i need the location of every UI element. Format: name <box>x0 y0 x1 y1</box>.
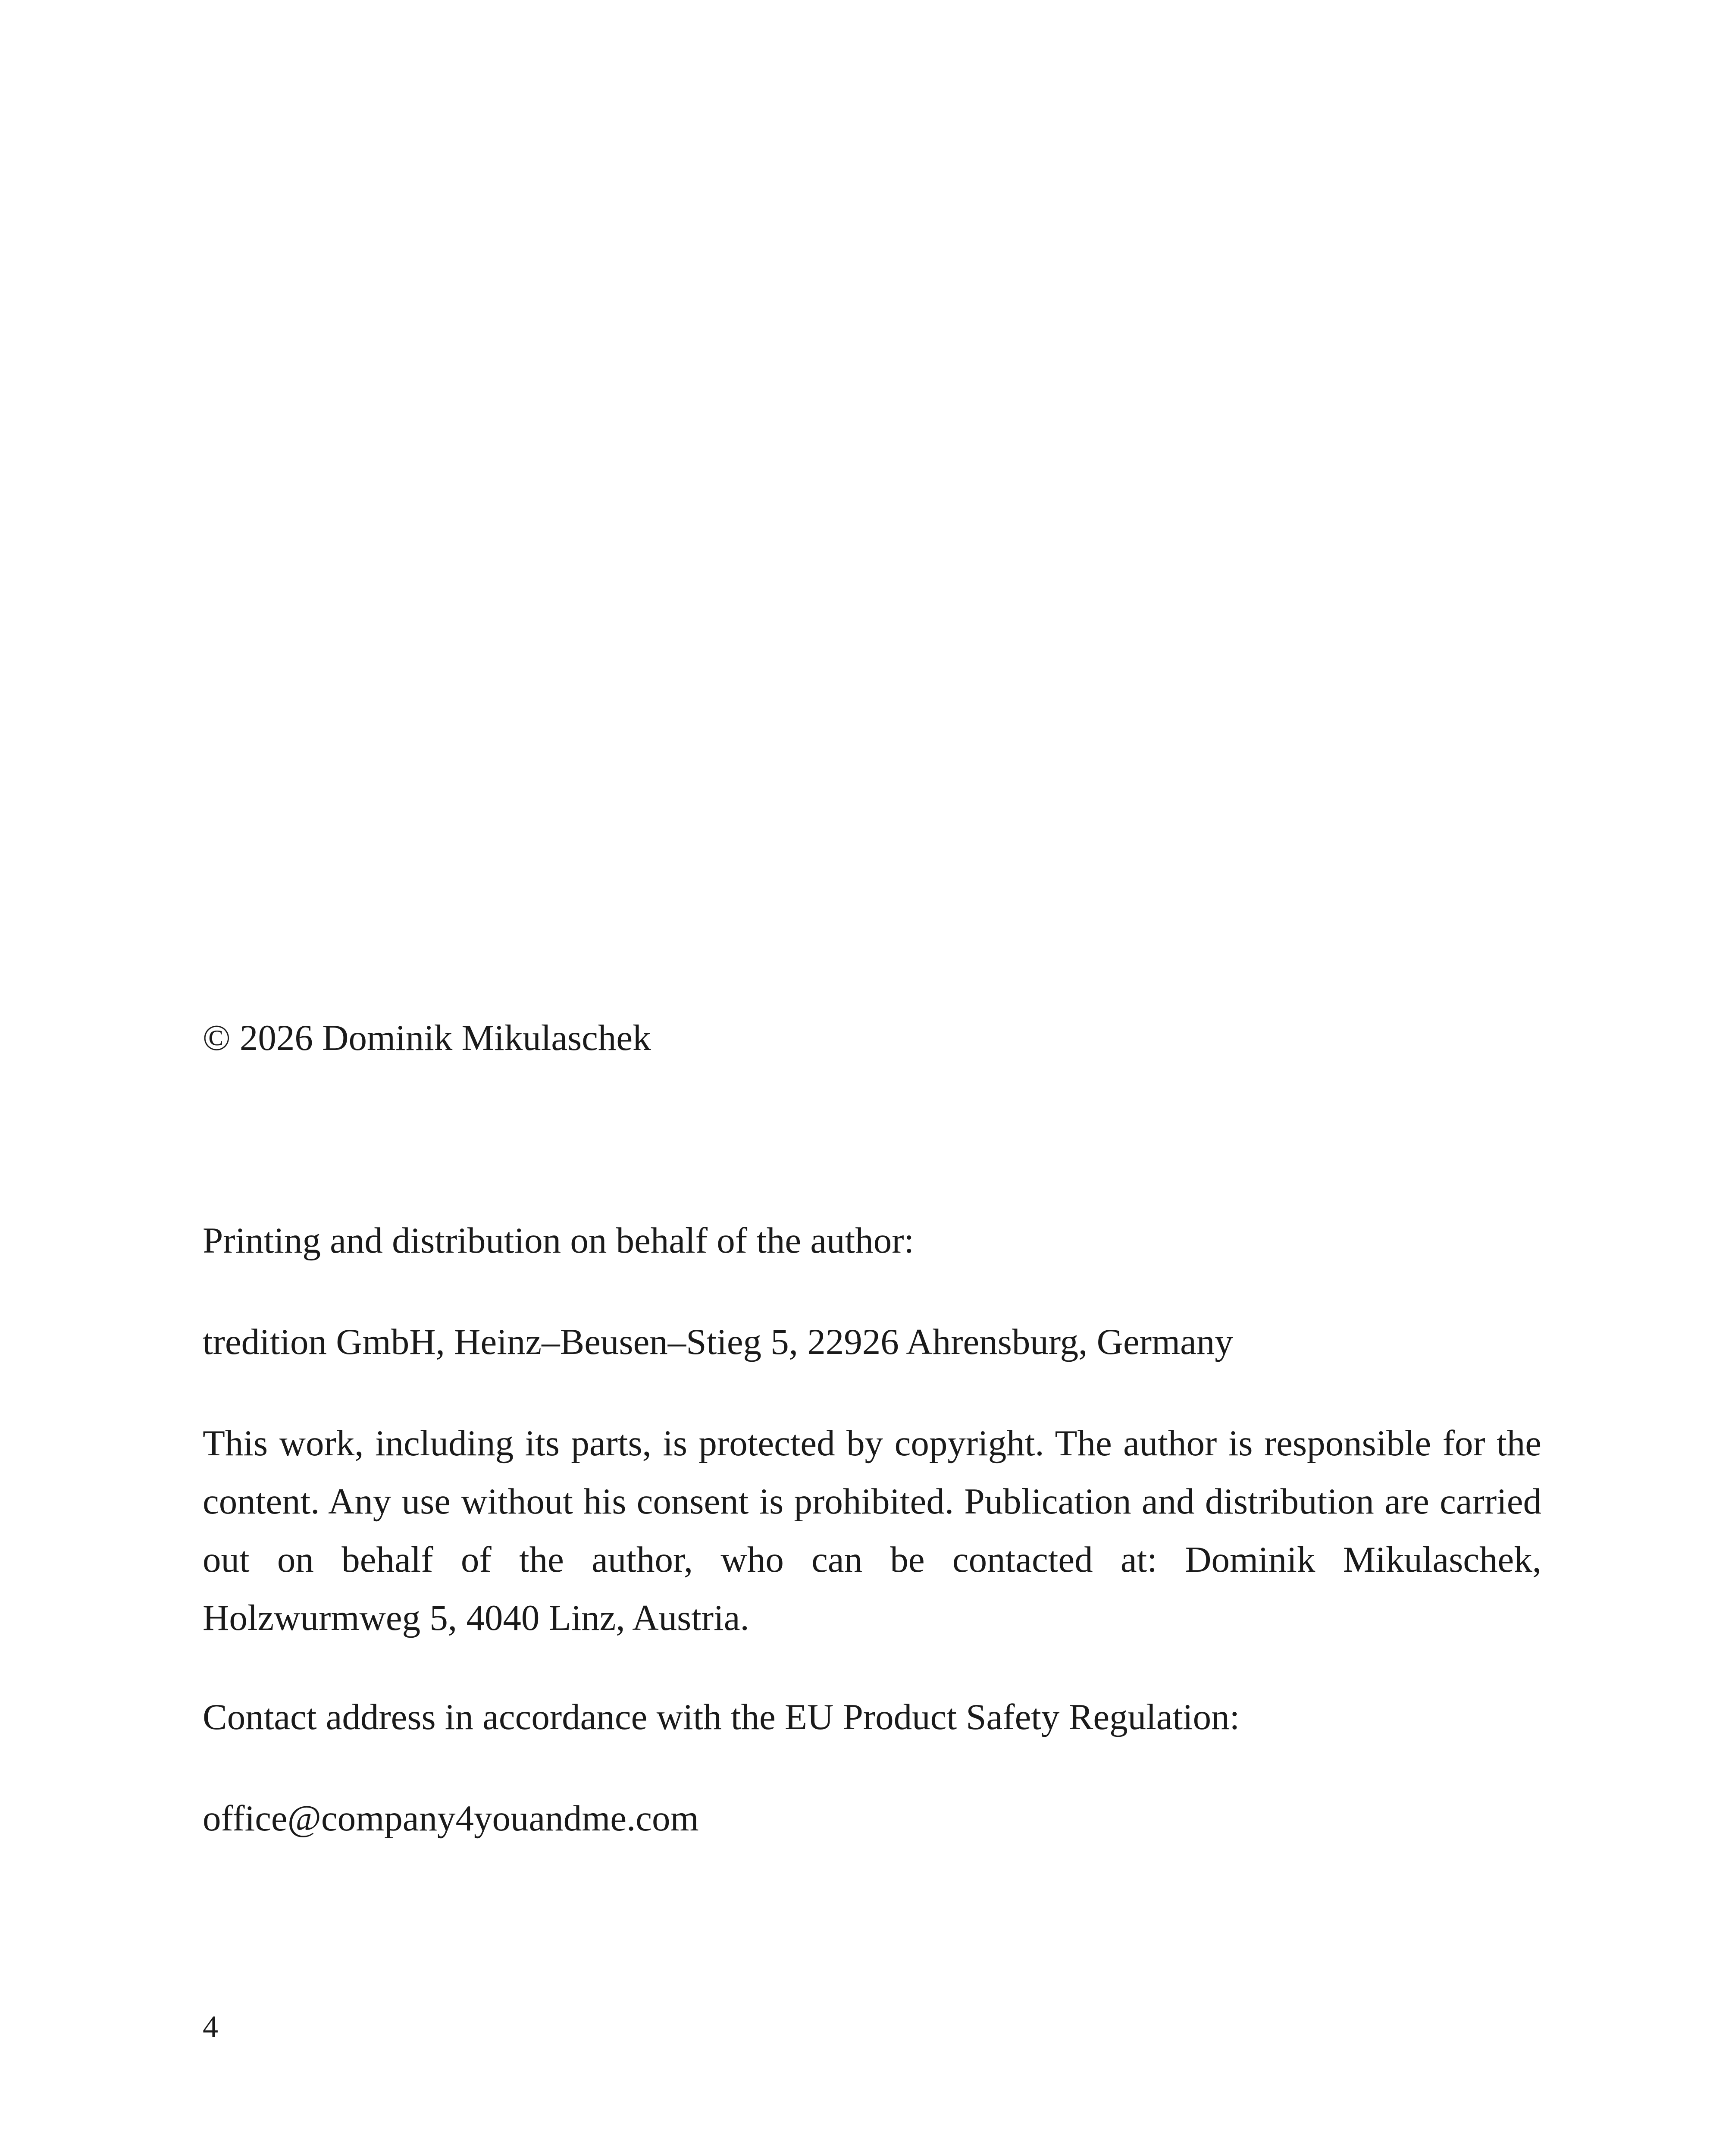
copyright-line: © 2026 Dominik Mikulaschek <box>203 1018 651 1058</box>
publisher-address: tredition GmbH, Heinz–Beusen–Stieg 5, 22926 Ahrensburg, Germany <box>203 1322 1233 1362</box>
page-number: 4 <box>203 2009 218 2044</box>
printing-distribution-line: Printing and distribution on behalf of the author: <box>203 1220 915 1261</box>
contact-email: office@company4youandme.com <box>203 1798 699 1839</box>
copyright-notice-paragraph: This work, including its parts, is protected by copyright. The author is responsible for the content. Any use without his consent is prohibited. Publication and distribution are carried out on behalf of the author, who can be contacted at: Dominik Mikulaschek, Holzwurmweg 5, 4040 Linz, Austria. <box>203 1423 1541 1638</box>
contact-address-heading: Contact address in accordance with the EU Product Safety Regulation: <box>203 1697 1240 1737</box>
